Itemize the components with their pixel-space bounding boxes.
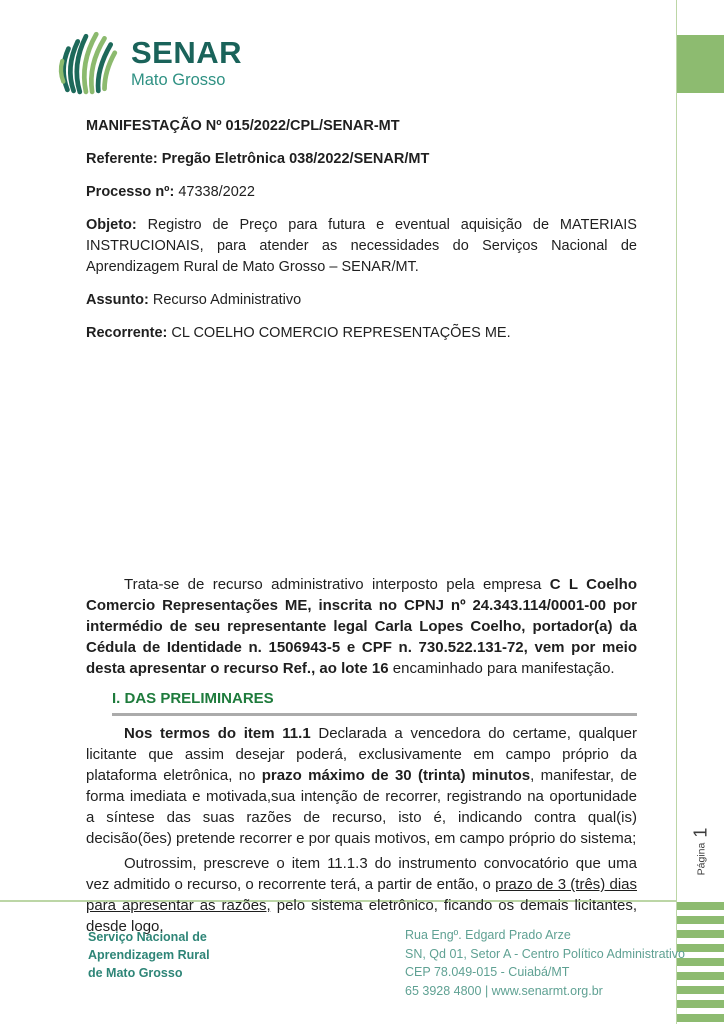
p1-bold: C L Coelho Comercio Representações ME, inscrita no CPNJ nº 24.343.114/0001-00 por intermédio de seu representante legal Carla Lopes Coelho, portador(a) da Cédula de Identidade n. 1506943-5 e CPF n. 730.522.131-72, vem por meio desta apresentar o recurso Ref., ao lote 16 — [86, 576, 637, 677]
senar-logo — [56, 26, 242, 101]
objeto-label: Objeto: — [86, 217, 148, 233]
p2-text-1: Declarada a vencedora do certame, qualquer licitante que assim desejar poderá, exclusivamente em campo próprio da plataforma eletrônica, no — [86, 725, 638, 784]
footer-address — [405, 926, 685, 1000]
field-recorrente — [86, 323, 637, 344]
field-assunto — [86, 290, 637, 311]
top-right-accent-block — [677, 35, 724, 93]
referente-label: Referente: — [86, 151, 162, 167]
footer-org-line: de Mato Grosso — [88, 966, 183, 980]
p1-tail: encaminhado para manifestação. — [388, 660, 615, 677]
page-number: 1 — [690, 827, 710, 838]
p2-bold-prazo: prazo máximo de 30 (trinta) minutos — [261, 767, 531, 784]
field-referente — [86, 149, 637, 170]
document-body — [86, 574, 637, 937]
brand-region: Mato Grosso — [131, 71, 226, 89]
objeto-value: Registro de Preço para futura e eventual aquisição de MATERIAIS INSTRUCIONAIS, para atender as necessidades do Serviços Nacional de Aprendizagem Rural de Mato Grosso – SENAR/MT. — [86, 217, 637, 275]
brand-name: SENAR — [131, 35, 243, 70]
page-indicator — [677, 808, 724, 894]
section-heading-preliminares: I. DAS PRELIMINARES — [112, 688, 637, 716]
footer-org-line: Serviço Nacional de — [88, 930, 207, 944]
p3-tail: pelo sistema eletrônico, ficando os demais licitantes, desde logo, — [86, 897, 637, 935]
paragraph-item-11-1 — [86, 723, 637, 849]
field-objeto — [86, 215, 637, 278]
p2-text-2: , manifestar, de forma imediata e motivada,sua intenção de recorrer, registrando na oportunidade a síntese das suas razões de recurso, isto é, indicando contra qual(is) decisão(ões) pretende recorrer e por quais motivos, em campo próprio do sistema; — [86, 767, 638, 847]
p1-lead: Trata-se de recurso administrativo interposto pela empresa — [124, 576, 550, 593]
p2-bold-lead: Nos termos do item 11.1 — [124, 725, 311, 742]
footer-address-line: SN, Qd 01, Setor A - Centro Político Administrativo — [405, 946, 685, 961]
document-header — [86, 116, 637, 356]
field-processo — [86, 182, 637, 203]
footer-address-line: CEP 78.049-015 - Cuiabá/MT — [405, 965, 570, 979]
assunto-label: Assunto: — [86, 292, 153, 308]
processo-value: 47338/2022 — [178, 184, 255, 200]
paragraph-intro — [86, 574, 637, 679]
paragraph-item-11-1-3 — [86, 853, 637, 937]
footer-address-line: 65 3928 4800 | www.senarmt.org.br — [405, 983, 603, 998]
footer-organization — [88, 928, 210, 982]
p3-lead: Outrossim, prescreve o item 11.1.3 do instrumento convocatório que uma vez admitido o recurso, o recorrente terá, a partir de então, o — [86, 855, 637, 893]
page-label: Página — [694, 842, 707, 875]
assunto-value: Recurso Administrativo — [152, 292, 302, 308]
document-title: MANIFESTAÇÃO Nº 015/2022/CPL/SENAR-MT — [86, 118, 400, 134]
recorrente-value: CL COELHO COMERCIO REPRESENTAÇÕES ME. — [171, 325, 511, 341]
referente-value: Pregão Eletrônica 038/2022/SENAR/MT — [161, 151, 430, 167]
page-indicator-rotated — [690, 827, 711, 875]
p3-underlined: prazo de 3 (três) dias para apresentar as razões, — [86, 876, 638, 914]
footer-org-line: Aprendizagem Rural — [88, 948, 210, 962]
processo-label: Processo nº: — [86, 184, 179, 200]
recorrente-label: Recorrente: — [86, 325, 172, 341]
logo-wordmark — [131, 37, 242, 90]
footer-address-line: Rua Engº. Edgard Prado Arze — [405, 928, 571, 942]
wheat-grass-icon — [56, 26, 118, 101]
